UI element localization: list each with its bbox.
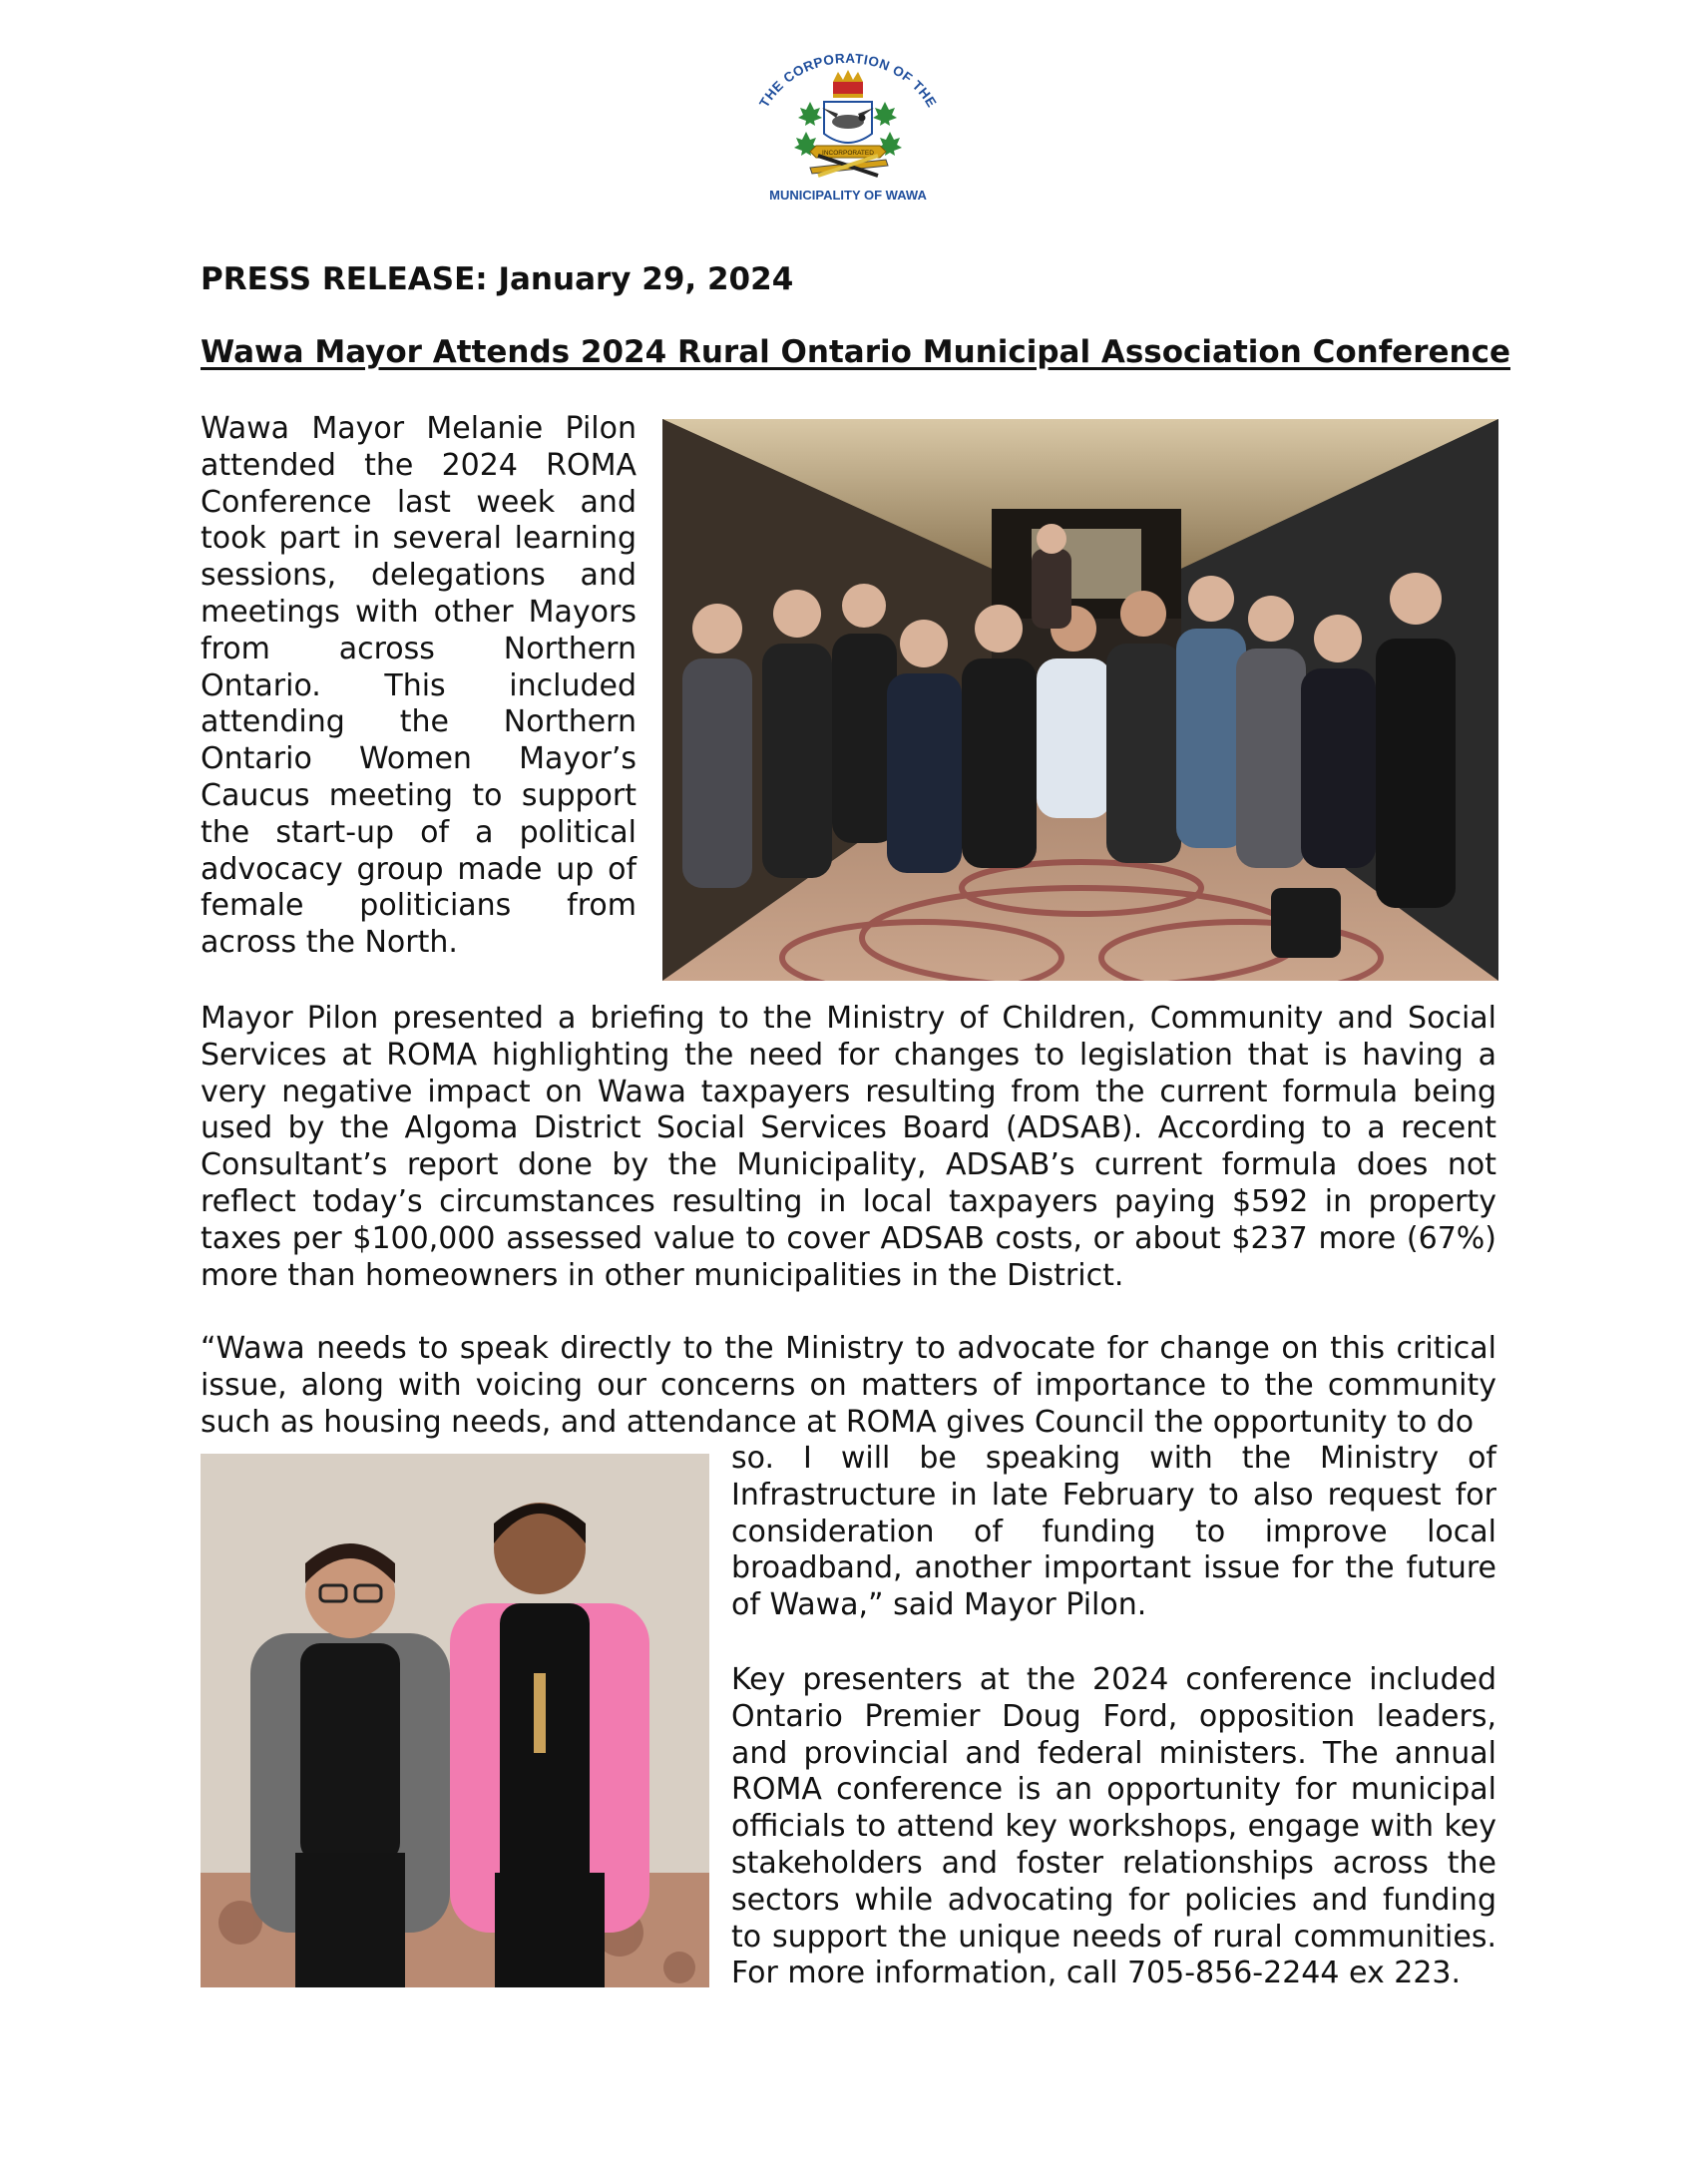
mayor-photo (201, 1454, 709, 1987)
crown-icon (833, 70, 863, 98)
paragraph-quote-continued: so. I will be speaking with the Ministry of Infrastructure in late February to also request for consideration of funding to improve local broadband, another important issue for the future of Wawa,” said Mayor Pilon. (731, 1441, 1496, 1623)
paragraph-intro: Wawa Mayor Melanie Pilon attended the 2024 ROMA Conference last week and took part in several learning sessions, delegations and meetings with other Mayors from across Northern Ontario. This included attending the Northern Ontario Women Mayor’s Caucus meeting to support the start-up of a political advocacy group made up of female politicians from across the North. (201, 411, 636, 961)
headline: Wawa Mayor Attends 2024 Rural Ontario Municipal Association Conference (201, 334, 1510, 370)
paragraph-presenters: Key presenters at the 2024 conference included Ontario Premier Doug Ford, opposition leaders, and provincial and federal ministers. The annual ROMA conference is an opportunity for municipal officials to attend key workshops, engage with key stakeholders and foster relationships across the sectors while advocating for policies and funding to support the unique needs of rural communities. For more information, call 705-856-2244 ex 223. (731, 1662, 1496, 1991)
logo-bottom-text: MUNICIPALITY OF WAWA (769, 188, 927, 203)
paragraph-briefing: Mayor Pilon presented a briefing to the Ministry of Children, Community and Social Services at ROMA highlighting the need for changes to legislation that is having a very negative impact on Wawa taxpayers resulting from the current formula being used by the Algoma District Social Services Board (ADSAB). According to a recent Consultant’s report done by the Municipality, ADSAB’s current formula does not reflect today’s circumstances resulting in local taxpayers paying $592 in property taxes per $100,000 assessed value to cover ADSAB costs, or about $237 more (67%) more than homeowners in other municipalities in the District. (201, 1001, 1496, 1293)
group-photo (662, 419, 1498, 981)
svg-text:INCORPORATED: INCORPORATED (822, 150, 874, 157)
paragraph-quote: “Wawa needs to speak directly to the Ministry to advocate for change on this critical issue, along with voicing our concerns on matters of importance to the community such as housing needs, and attendance at ROMA gives Council the opportunity to do (201, 1331, 1496, 1440)
press-release-date: PRESS RELEASE: January 29, 2024 (201, 261, 794, 297)
goose-shield-icon (822, 102, 874, 143)
logo-arc-text: THE CORPORATION OF THE (756, 50, 940, 111)
municipality-logo (736, 48, 960, 214)
pickaxe-icon (810, 156, 888, 176)
